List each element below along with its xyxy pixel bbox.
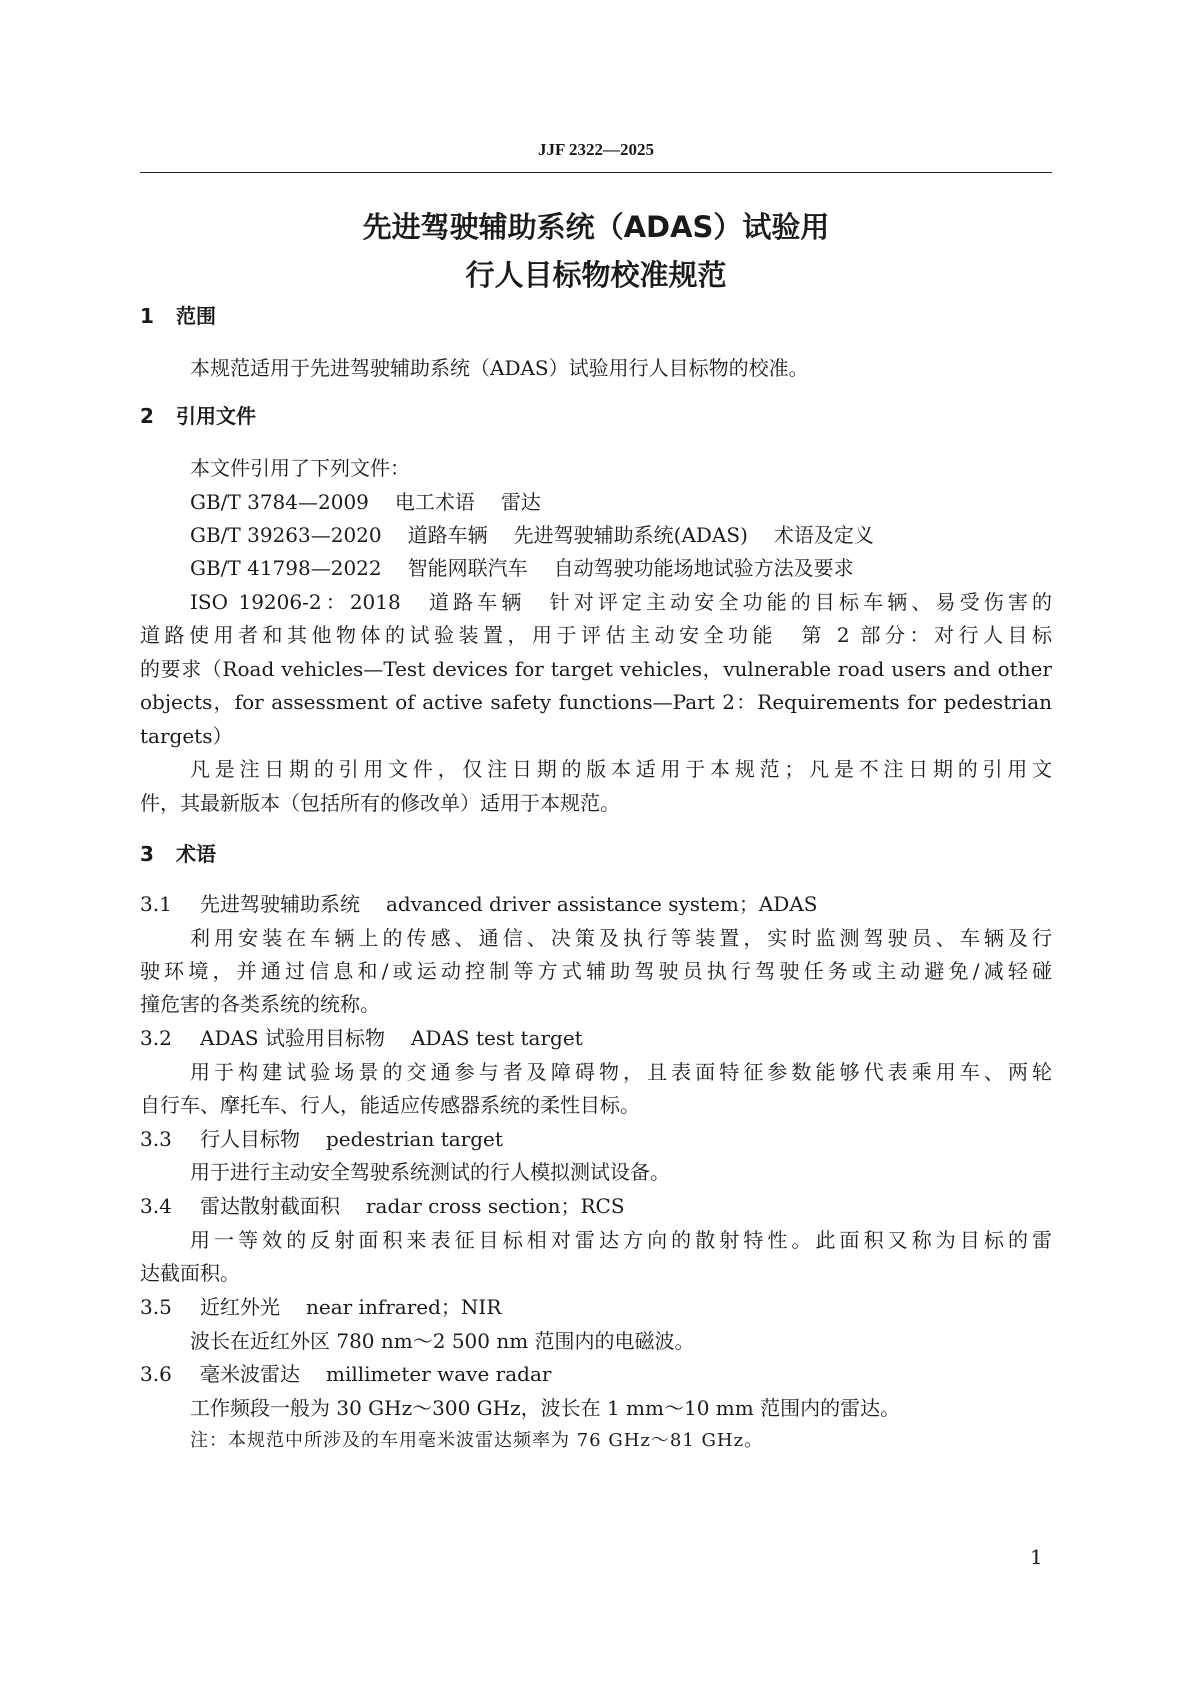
section-2-heading [140, 400, 256, 429]
term-definition-line: 波长在近红外区 780 nm～2 500 nm 范围内的电磁波。 [190, 1329, 695, 1353]
reference-title: 电工术语 [394, 490, 475, 514]
term-number: 3.2 [140, 1026, 172, 1050]
term-heading [140, 1123, 503, 1152]
section-1-heading [140, 300, 216, 329]
references-closing-line: 件，其最新版本（包括所有的修改单）适用于本规范。 [140, 791, 620, 815]
reference-title: 雷达 [500, 490, 541, 514]
iso-reference-line: targets） [140, 724, 233, 748]
term-zh: 雷达散射截面积 [200, 1194, 340, 1218]
term-zh: 行人目标物 [200, 1127, 300, 1151]
term-heading [140, 888, 817, 917]
term-definition-line: 用于进行主动安全驾驶系统测试的行人模拟测试设备。 [190, 1160, 670, 1184]
term-en: advanced driver assistance system；ADAS [386, 892, 818, 916]
term-en: ADAS test target [410, 1026, 583, 1050]
page-number: 1 [1030, 1545, 1043, 1569]
term-definition-line: 工作频段一般为 30 GHz～300 GHz，波长在 1 mm～10 mm 范围内的雷达。 [190, 1396, 901, 1420]
reference-title: 智能网联汽车 [407, 556, 528, 580]
term-number: 3.6 [140, 1362, 172, 1386]
term-zh: 近红外光 [200, 1295, 280, 1319]
reference-code: GB/T 41798—2022 [190, 556, 382, 580]
term-number: 3.1 [140, 892, 172, 916]
reference-code: GB/T 3784—2009 [190, 490, 369, 514]
section-3-heading [140, 838, 216, 867]
references-intro: 本文件引用了下列文件： [190, 456, 410, 480]
reference-code: GB/T 39263—2020 [190, 523, 382, 547]
title-line-1: 先进驾驶辅助系统（ADAS）试验用 [362, 210, 830, 244]
reference-title: 自动驾驶功能场地试验方法及要求 [553, 556, 854, 580]
term-en: near infrared；NIR [306, 1295, 502, 1319]
references-closing-line: 凡是注日期的引用文件，仅注日期的版本适用于本规范；凡是不注日期的引用文 [190, 757, 1052, 781]
section-title: 范围 [176, 304, 216, 328]
term-definition-line: 用一等效的反射面积来表征目标相对雷达方向的散射特性。此面积又称为目标的雷 [190, 1228, 1052, 1252]
iso-reference-line: 的要求（Road vehicles—Test devices for target vehicles，vulnerable road users and other [140, 657, 1052, 681]
term-definition-line: 达截面积。 [140, 1261, 240, 1285]
term-definition-line: 驶环境，并通过信息和/或运动控制等方式辅助驾驶员执行驾驶任务或主动避免/减轻碰 [140, 959, 1052, 983]
term-heading [140, 1291, 501, 1320]
term-heading [140, 1022, 583, 1051]
term-definition-line: 利用安装在车辆上的传感、通信、决策及执行等装置，实时监测驾驶员、车辆及行 [190, 926, 1052, 950]
term-definition-line: 用于构建试验场景的交通参与者及障碍物，且表面特征参数能够代表乘用车、两轮 [190, 1060, 1052, 1084]
term-number: 3.3 [140, 1127, 172, 1151]
term-number: 3.4 [140, 1194, 172, 1218]
iso-reference-line: objects，for assessment of active safety functions—Part 2：Requirements for pedestrian [140, 690, 1052, 714]
term-number: 3.5 [140, 1295, 172, 1319]
reference-title: 术语及定义 [773, 523, 874, 547]
section-number: 3 [140, 842, 154, 866]
term-heading [140, 1190, 625, 1219]
iso-reference-line: 道路使用者和其他物体的试验装置，用于评估主动安全功能 第 2 部分：对行人目标 [140, 623, 1052, 647]
reference-title: 先进驾驶辅助系统(ADAS) [513, 523, 748, 547]
term-zh: 先进驾驶辅助系统 [200, 892, 360, 916]
term-heading [140, 1358, 551, 1387]
document-code-header: JJF 2322—2025 [537, 140, 654, 159]
reference-item [190, 552, 854, 581]
reference-item [190, 519, 874, 548]
section-number: 1 [140, 304, 154, 328]
iso-reference-line: ISO 19206-2：2018 道路车辆 针对评定主动安全功能的目标车辆、易受伤害的 [190, 590, 1052, 614]
section-title: 引用文件 [176, 404, 256, 428]
term-en: pedestrian target [326, 1127, 503, 1151]
term-en: radar cross section；RCS [366, 1194, 625, 1218]
document-title [140, 203, 1052, 299]
reference-title: 道路车辆 [407, 523, 488, 547]
term-en: millimeter wave radar [326, 1362, 552, 1386]
header-rule [140, 172, 1052, 173]
term-zh: 毫米波雷达 [200, 1362, 300, 1386]
section-number: 2 [140, 404, 154, 428]
section-title: 术语 [176, 842, 216, 866]
term-note: 注：本规范中所涉及的车用毫米波雷达频率为 76 GHz～81 GHz。 [190, 1430, 764, 1451]
term-definition-line: 自行车、摩托车、行人，能适应传感器系统的柔性目标。 [140, 1093, 640, 1117]
term-zh: ADAS 试验用目标物 [200, 1026, 385, 1050]
term-definition-line: 撞危害的各类系统的统称。 [140, 992, 380, 1016]
section-1-text: 本规范适用于先进驾驶辅助系统（ADAS）试验用行人目标物的校准。 [190, 356, 809, 380]
reference-item [190, 486, 541, 515]
title-line-2: 行人目标物校准规范 [465, 258, 727, 292]
